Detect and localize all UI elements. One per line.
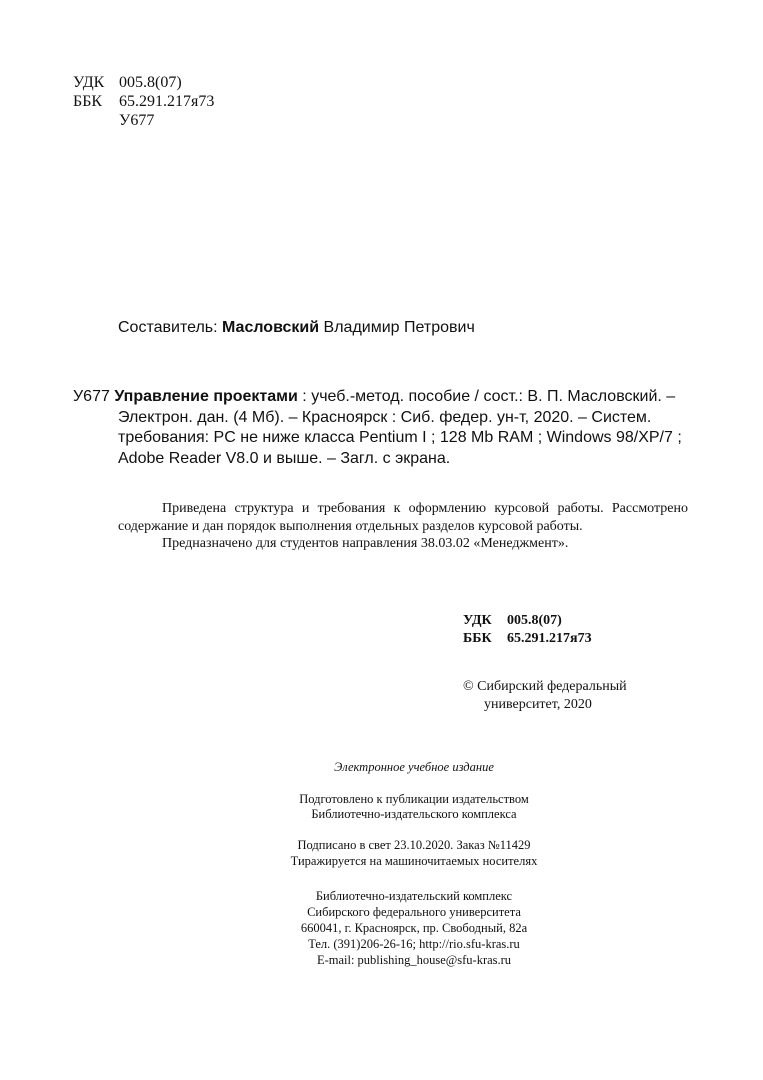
bbk-label: ББК [73, 93, 103, 110]
annotation-paragraph-2: Предназначено для студентов направления 38.03.02 «Менеджмент». [162, 536, 569, 551]
bbk-line [73, 92, 214, 111]
copyright-line-1: © Сибирский федеральный [463, 679, 627, 694]
publisher-line-1: Библиотечно-издательский комплекс [315, 889, 513, 903]
top-classification-codes [73, 73, 214, 130]
right-udk-line [463, 612, 592, 630]
prepared-line-1: Подготовлено к публикации издательством [299, 792, 529, 806]
copyright-line-2: университет, 2020 [484, 697, 592, 712]
copyright [463, 678, 627, 714]
right-classification-codes [463, 612, 592, 648]
udk-label: УДК [73, 74, 105, 91]
signed-line: Подписано в свет 23.10.2020. Заказ №11429 [297, 838, 531, 852]
right-bbk-label: ББК [463, 631, 492, 646]
right-udk-value: 005.8(07) [507, 613, 562, 628]
bib-line-4: Adobe Reader V8.0 и выше. – Загл. с экрана. [118, 449, 451, 467]
right-udk-label: УДК [463, 613, 492, 628]
bib-line-1-rest: : учеб.-метод. пособие / сост.: В. П. Масловский. – [302, 388, 676, 405]
replicated-line: Тиражируется на машиночитаемых носителях [290, 854, 538, 868]
publisher-phone-site: Тел. (391)206-26-16; http://rio.sfu-kras.ru [308, 937, 520, 951]
right-bbk-value: 65.291.217я73 [507, 631, 592, 646]
compiler-line [118, 319, 475, 337]
udk-value: 005.8(07) [119, 74, 182, 91]
edition-type: Электронное учебное издание [334, 760, 494, 774]
bib-author-mark: У677 [73, 388, 110, 405]
right-bbk-line [463, 630, 592, 648]
bib-title: Управление проектами [114, 388, 298, 405]
publisher-email: E-mail: publishing_house@sfu-kras.ru [316, 953, 512, 967]
author-mark: У677 [119, 112, 155, 129]
compiler-name: Владимир Петрович [323, 319, 475, 336]
compiler-prefix: Составитель: [118, 319, 218, 336]
publisher-line-2: Сибирского федерального университета [307, 905, 521, 919]
author-mark-line [73, 111, 214, 130]
bib-line-1 [73, 387, 682, 408]
bbk-value: 65.291.217я73 [119, 93, 215, 110]
compiler-surname: Масловский [222, 319, 320, 336]
annotation [118, 500, 688, 553]
publisher-address: 660041, г. Красноярск, пр. Свободный, 82а [300, 921, 528, 935]
bib-line-2: Электрон. дан. (4 Мб). – Красноярск : Сиб. федер. ун-т, 2020. – Систем. [118, 408, 652, 426]
bibliographic-record [73, 387, 682, 469]
udk-line [73, 73, 214, 92]
bib-line-3: требования: PC не ниже класса Pentium I ; 128 Mb RAM ; Windows 98/XP/7 ; [118, 429, 682, 446]
prepared-line-2: Библиотечно-издательского комплекса [311, 807, 517, 821]
annotation-paragraph-1: Приведена структура и требования к оформлению курсовой работы. Рассмотрено содержание и дан порядок выполнения отдельных разделов курсовой работы. [118, 501, 688, 534]
